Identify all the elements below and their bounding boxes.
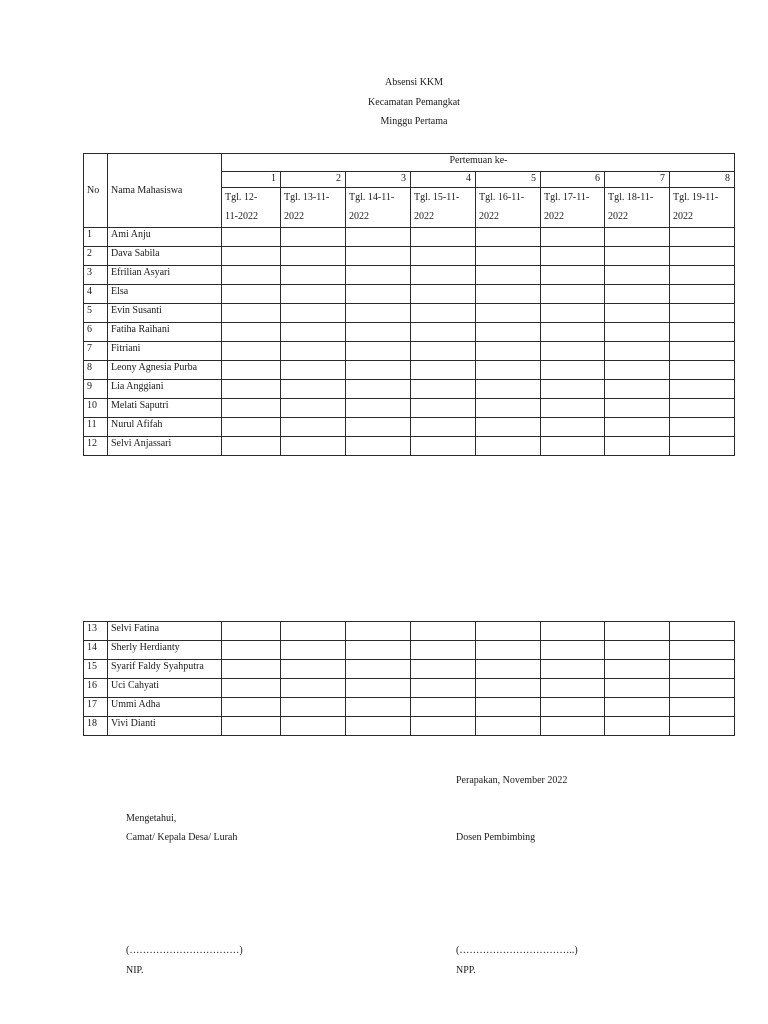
right-signatory-title: Dosen Pembimbing <box>456 832 536 843</box>
attendance-cell[interactable] <box>476 266 541 285</box>
attendance-cell[interactable] <box>222 342 281 361</box>
attendance-cell[interactable] <box>346 266 411 285</box>
attendance-cell[interactable] <box>476 342 541 361</box>
attendance-cell[interactable] <box>670 399 735 418</box>
attendance-cell[interactable] <box>476 361 541 380</box>
header-meetings: Pertemuan ke- <box>222 154 735 172</box>
attendance-cell[interactable] <box>411 679 476 698</box>
student-name: Ummi Adha <box>108 698 222 717</box>
attendance-cell[interactable] <box>222 304 281 323</box>
attendance-cell[interactable] <box>476 698 541 717</box>
meeting-date-3 <box>346 188 411 228</box>
student-name: Fitriani <box>108 342 222 361</box>
attendance-cell[interactable] <box>605 622 670 641</box>
attendance-cell[interactable] <box>411 399 476 418</box>
header-no: No <box>84 154 108 228</box>
attendance-cell[interactable] <box>346 380 411 399</box>
attendance-cell[interactable] <box>281 418 346 437</box>
attendance-cell[interactable] <box>605 698 670 717</box>
attendance-cell[interactable] <box>670 437 735 456</box>
student-name: Efrilian Asyari <box>108 266 222 285</box>
attendance-cell[interactable] <box>605 228 670 247</box>
attendance-cell[interactable] <box>476 641 541 660</box>
attendance-cell[interactable] <box>541 717 605 736</box>
attendance-cell[interactable] <box>222 380 281 399</box>
student-number: 9 <box>84 380 108 399</box>
attendance-cell[interactable] <box>281 622 346 641</box>
attendance-cell[interactable] <box>222 698 281 717</box>
document-title: Absensi KKM <box>384 77 444 88</box>
meeting-number-3: 3 <box>346 172 411 188</box>
attendance-cell[interactable] <box>411 660 476 679</box>
attendance-cell[interactable] <box>541 399 605 418</box>
meeting-date-line: 2022 <box>544 211 564 222</box>
attendance-cell[interactable] <box>222 641 281 660</box>
table-row <box>84 361 735 380</box>
attendance-cell[interactable] <box>411 228 476 247</box>
attendance-cell[interactable] <box>541 247 605 266</box>
attendance-cell[interactable] <box>346 228 411 247</box>
student-name: Vivi Dianti <box>108 717 222 736</box>
attendance-cell[interactable] <box>476 399 541 418</box>
attendance-cell[interactable] <box>411 361 476 380</box>
attendance-cell[interactable] <box>222 679 281 698</box>
attendance-cell[interactable] <box>346 437 411 456</box>
attendance-cell[interactable] <box>476 304 541 323</box>
student-number: 10 <box>84 399 108 418</box>
attendance-cell[interactable] <box>281 679 346 698</box>
table-row <box>84 399 735 418</box>
meeting-date-line: Tgl. 18-11- <box>608 192 654 203</box>
attendance-cell[interactable] <box>281 342 346 361</box>
attendance-cell[interactable] <box>541 361 605 380</box>
student-number: 6 <box>84 323 108 342</box>
attendance-cell[interactable] <box>411 304 476 323</box>
attendance-cell[interactable] <box>222 622 281 641</box>
meeting-date-line: Tgl. 16-11- <box>479 192 525 203</box>
attendance-cell[interactable] <box>670 304 735 323</box>
attendance-cell[interactable] <box>476 622 541 641</box>
attendance-cell[interactable] <box>346 342 411 361</box>
attendance-cell[interactable] <box>346 247 411 266</box>
student-name: Leony Agnesia Purba <box>108 361 222 380</box>
attendance-cell[interactable] <box>476 285 541 304</box>
attendance-cell[interactable] <box>476 660 541 679</box>
attendance-cell[interactable] <box>476 323 541 342</box>
attendance-cell[interactable] <box>605 342 670 361</box>
attendance-cell[interactable] <box>346 323 411 342</box>
left-signatory-title: Camat/ Kepala Desa/ Lurah <box>126 832 238 843</box>
meeting-date-2 <box>281 188 346 228</box>
attendance-cell[interactable] <box>605 399 670 418</box>
attendance-cell[interactable] <box>281 698 346 717</box>
meeting-number-6: 6 <box>541 172 605 188</box>
meeting-date-line: Tgl. 12- <box>225 192 258 203</box>
attendance-cell[interactable] <box>541 304 605 323</box>
attendance-cell[interactable] <box>670 418 735 437</box>
attendance-cell[interactable] <box>670 266 735 285</box>
attendance-cell[interactable] <box>670 228 735 247</box>
attendance-cell[interactable] <box>476 228 541 247</box>
attendance-cell[interactable] <box>346 641 411 660</box>
meeting-date-line: 2022 <box>608 211 628 222</box>
attendance-cell[interactable] <box>411 641 476 660</box>
table-row <box>84 698 735 717</box>
left-id-label: NIP. <box>126 965 144 976</box>
student-number: 11 <box>84 418 108 437</box>
attendance-cell[interactable] <box>222 418 281 437</box>
right-signature-line: (……………………………..) <box>456 945 578 956</box>
attendance-cell[interactable] <box>670 342 735 361</box>
meeting-number-1: 1 <box>222 172 281 188</box>
attendance-cell[interactable] <box>281 717 346 736</box>
attendance-cell[interactable] <box>670 679 735 698</box>
attendance-cell[interactable] <box>222 437 281 456</box>
attendance-cell[interactable] <box>541 641 605 660</box>
attendance-cell[interactable] <box>222 660 281 679</box>
meeting-date-5 <box>476 188 541 228</box>
attendance-cell[interactable] <box>541 285 605 304</box>
acknowledged-label: Mengetahui, <box>126 813 177 824</box>
student-number: 18 <box>84 717 108 736</box>
attendance-cell[interactable] <box>476 247 541 266</box>
attendance-cell[interactable] <box>541 380 605 399</box>
student-name: Sherly Herdianty <box>108 641 222 660</box>
table-row <box>84 622 735 641</box>
attendance-cell[interactable] <box>411 323 476 342</box>
attendance-cell[interactable] <box>605 361 670 380</box>
attendance-cell[interactable] <box>541 660 605 679</box>
attendance-cell[interactable] <box>222 228 281 247</box>
attendance-cell[interactable] <box>670 698 735 717</box>
student-number: 4 <box>84 285 108 304</box>
table-row <box>84 247 735 266</box>
attendance-cell[interactable] <box>281 323 346 342</box>
attendance-cell[interactable] <box>346 698 411 717</box>
student-number: 16 <box>84 679 108 698</box>
table-row <box>84 285 735 304</box>
table-row <box>84 717 735 736</box>
attendance-cell[interactable] <box>222 285 281 304</box>
attendance-cell[interactable] <box>476 418 541 437</box>
meeting-date-line: 11-2022 <box>225 211 258 222</box>
attendance-cell[interactable] <box>222 361 281 380</box>
attendance-cell[interactable] <box>411 247 476 266</box>
attendance-cell[interactable] <box>411 622 476 641</box>
student-name: Selvi Anjassari <box>108 437 222 456</box>
attendance-cell[interactable] <box>605 380 670 399</box>
attendance-cell[interactable] <box>411 418 476 437</box>
table-row <box>84 380 735 399</box>
attendance-cell[interactable] <box>670 660 735 679</box>
attendance-cell[interactable] <box>670 380 735 399</box>
student-name: Lia Anggiani <box>108 380 222 399</box>
meeting-date-line: Tgl. 17-11- <box>544 192 590 203</box>
meeting-date-line: Tgl. 13-11- <box>284 192 330 203</box>
meeting-date-8 <box>670 188 735 228</box>
meeting-date-line: 2022 <box>284 211 304 222</box>
attendance-cell[interactable] <box>222 717 281 736</box>
meeting-date-line: 2022 <box>479 211 499 222</box>
table-row <box>84 304 735 323</box>
attendance-cell[interactable] <box>222 399 281 418</box>
header-student-name: Nama Mahasiswa <box>108 154 222 228</box>
left-signature-line: (……………………………) <box>126 945 243 956</box>
student-name: Selvi Fatina <box>108 622 222 641</box>
attendance-cell[interactable] <box>346 304 411 323</box>
student-number: 2 <box>84 247 108 266</box>
table-row <box>84 660 735 679</box>
attendance-cell[interactable] <box>605 247 670 266</box>
attendance-table-page2 <box>83 621 735 736</box>
attendance-cell[interactable] <box>541 622 605 641</box>
place-and-date: Perapakan, November 2022 <box>456 775 568 786</box>
attendance-cell[interactable] <box>605 679 670 698</box>
attendance-cell[interactable] <box>346 660 411 679</box>
attendance-cell[interactable] <box>281 304 346 323</box>
attendance-cell[interactable] <box>281 660 346 679</box>
meeting-date-line: Tgl. 14-11- <box>349 192 395 203</box>
attendance-cell[interactable] <box>411 437 476 456</box>
attendance-cell[interactable] <box>605 418 670 437</box>
student-number: 8 <box>84 361 108 380</box>
attendance-cell[interactable] <box>670 285 735 304</box>
table-row <box>84 437 735 456</box>
student-name: Syarif Faldy Syahputra <box>108 660 222 679</box>
attendance-cell[interactable] <box>411 717 476 736</box>
attendance-cell[interactable] <box>605 660 670 679</box>
meeting-number-4: 4 <box>411 172 476 188</box>
student-name: Elsa <box>108 285 222 304</box>
attendance-cell[interactable] <box>605 266 670 285</box>
attendance-cell[interactable] <box>281 437 346 456</box>
attendance-cell[interactable] <box>222 266 281 285</box>
meeting-date-1 <box>222 188 281 228</box>
attendance-cell[interactable] <box>541 679 605 698</box>
attendance-cell[interactable] <box>222 247 281 266</box>
attendance-cell[interactable] <box>670 247 735 266</box>
attendance-cell[interactable] <box>346 418 411 437</box>
student-number: 12 <box>84 437 108 456</box>
meeting-number-2: 2 <box>281 172 346 188</box>
student-name: Melati Saputri <box>108 399 222 418</box>
attendance-cell[interactable] <box>605 285 670 304</box>
attendance-cell[interactable] <box>281 399 346 418</box>
attendance-cell[interactable] <box>605 323 670 342</box>
meeting-number-8: 8 <box>670 172 735 188</box>
attendance-cell[interactable] <box>541 228 605 247</box>
attendance-cell[interactable] <box>346 622 411 641</box>
attendance-cell[interactable] <box>670 323 735 342</box>
document-subtitle-week: Minggu Pertama <box>380 116 448 127</box>
attendance-cell[interactable] <box>411 698 476 717</box>
attendance-cell[interactable] <box>476 679 541 698</box>
table-row <box>84 418 735 437</box>
attendance-cell[interactable] <box>605 641 670 660</box>
right-id-label: NPP. <box>456 965 476 976</box>
student-number: 3 <box>84 266 108 285</box>
meeting-date-4 <box>411 188 476 228</box>
attendance-cell[interactable] <box>281 266 346 285</box>
attendance-cell[interactable] <box>605 437 670 456</box>
meeting-date-line: 2022 <box>673 211 693 222</box>
table-row <box>84 679 735 698</box>
attendance-cell[interactable] <box>281 285 346 304</box>
student-number: 5 <box>84 304 108 323</box>
attendance-cell[interactable] <box>346 399 411 418</box>
meeting-date-line: Tgl. 15-11- <box>414 192 460 203</box>
attendance-cell[interactable] <box>346 361 411 380</box>
table-row <box>84 342 735 361</box>
attendance-cell[interactable] <box>281 641 346 660</box>
attendance-cell[interactable] <box>541 342 605 361</box>
meeting-number-7: 7 <box>605 172 670 188</box>
attendance-cell[interactable] <box>476 380 541 399</box>
student-name: Evin Susanti <box>108 304 222 323</box>
student-name: Uci Cahyati <box>108 679 222 698</box>
attendance-table-page1 <box>83 153 735 456</box>
attendance-cell[interactable] <box>541 418 605 437</box>
attendance-cell[interactable] <box>411 285 476 304</box>
student-name: Fatiha Raihani <box>108 323 222 342</box>
attendance-cell[interactable] <box>346 717 411 736</box>
attendance-cell[interactable] <box>605 304 670 323</box>
student-name: Nurul Afifah <box>108 418 222 437</box>
meeting-date-7 <box>605 188 670 228</box>
attendance-cell[interactable] <box>541 323 605 342</box>
attendance-cell[interactable] <box>476 717 541 736</box>
meeting-date-6 <box>541 188 605 228</box>
student-name: Dava Sabila <box>108 247 222 266</box>
meeting-date-line: Tgl. 19-11- <box>673 192 719 203</box>
table-row <box>84 266 735 285</box>
table-row <box>84 641 735 660</box>
attendance-cell[interactable] <box>411 266 476 285</box>
attendance-cell[interactable] <box>411 342 476 361</box>
attendance-cell[interactable] <box>670 717 735 736</box>
attendance-cell[interactable] <box>541 698 605 717</box>
meeting-date-line: 2022 <box>414 211 434 222</box>
attendance-cell[interactable] <box>346 285 411 304</box>
attendance-cell[interactable] <box>541 266 605 285</box>
document-subtitle-district: Kecamatan Pemangkat <box>368 97 460 108</box>
meeting-number-5: 5 <box>476 172 541 188</box>
attendance-cell[interactable] <box>411 380 476 399</box>
attendance-cell[interactable] <box>281 361 346 380</box>
attendance-cell[interactable] <box>346 679 411 698</box>
attendance-cell[interactable] <box>541 437 605 456</box>
attendance-cell[interactable] <box>281 247 346 266</box>
attendance-cell[interactable] <box>670 361 735 380</box>
student-number: 1 <box>84 228 108 247</box>
attendance-cell[interactable] <box>670 622 735 641</box>
student-name: Ami Anju <box>108 228 222 247</box>
attendance-cell[interactable] <box>476 437 541 456</box>
attendance-cell[interactable] <box>281 380 346 399</box>
student-number: 7 <box>84 342 108 361</box>
student-number: 15 <box>84 660 108 679</box>
attendance-cell[interactable] <box>670 641 735 660</box>
table-row <box>84 228 735 247</box>
table-row <box>84 323 735 342</box>
attendance-cell[interactable] <box>281 228 346 247</box>
meeting-date-line: 2022 <box>349 211 369 222</box>
student-number: 13 <box>84 622 108 641</box>
student-number: 14 <box>84 641 108 660</box>
attendance-cell[interactable] <box>222 323 281 342</box>
attendance-cell[interactable] <box>605 717 670 736</box>
student-number: 17 <box>84 698 108 717</box>
